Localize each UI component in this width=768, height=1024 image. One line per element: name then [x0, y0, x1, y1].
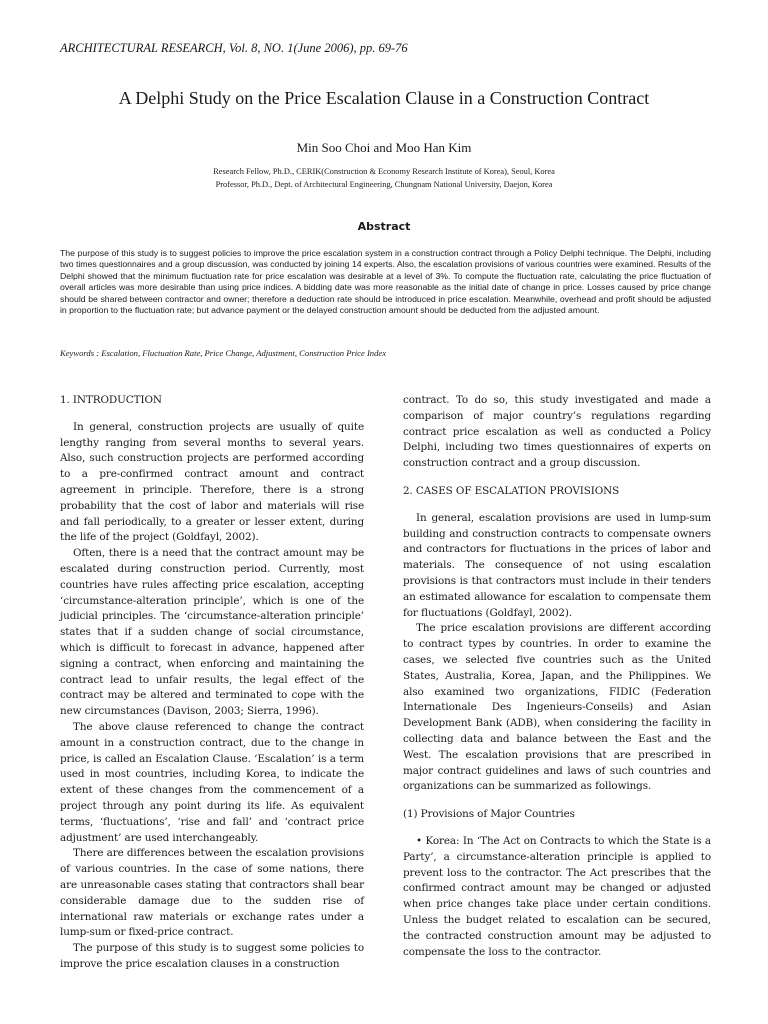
- author-affiliations: [40, 165, 728, 191]
- keywords: Keywords : Escalation, Fluctuation Rate, Price Change, Adjustment, Construction Price Index: [60, 348, 387, 358]
- body-paragraph: The above clause referenced to change the contract amount in a construction contract, due to the change in price, is called an Escalation Clause. ‘Escalation’ is a term used in most countries, including Korea, to indicate the extent of these changes from the commencement of a project through any point during its life. As equivalent terms, ‘fluctuations’, ‘rise and fall’ and ‘contract price adjustment’ are used interchangeably.: [60, 720, 364, 844]
- paper-authors: Min Soo Choi and Moo Han Kim: [296, 140, 472, 155]
- bullet-paragraph-korea: • Korea: In ‘The Act on Contracts to which the State is a Party’, a circumstance-alteration principle is applied to prevent loss to the contractor. The Act prescribes that the confirmed contract amount may be changed or adjusted when price changes take place under certain conditions. Unless the budget related to escalation can be secured, the contracted construction amount may be adjusted to compensate the loss to the contractor.: [403, 834, 711, 958]
- left-column: [60, 393, 364, 973]
- affiliation-2: Professor, Ph.D., Dept. of Architectural Engineering, Chungnam National University, Daejon, Korea: [215, 180, 553, 189]
- body-paragraph: There are differences between the escalation provisions of various countries. In the case of some nations, there are unreasonable cases stating that contractors shall bear considerable damage due to the sudden rise of international raw materials or exchange rates under a lump-sum or fixed-price contract.: [60, 847, 364, 939]
- body-paragraph: Often, there is a need that the contract amount may be escalated during construction period. Currently, most countries have rules affecting price escalation, accepting ‘circumstance-alteration principle’, which is one of the judicial principles. The ‘circumstance-alteration principle’ states that if a sudden change of social circumstance, which is difficult to forecast in advance, happened after signing a contract, when enforcing and maintaining the contract lead to unfair results, the legal effect of the contract may be altered and terminated to cope with the new circumstances (Davison, 2003; Sierra, 1996).: [60, 547, 364, 718]
- section-heading-escalation: 2. CASES OF ESCALATION PROVISIONS: [403, 484, 620, 497]
- journal-citation: ARCHITECTURAL RESEARCH, Vol. 8, NO. 1(June 2006), pp. 69-76: [60, 41, 408, 55]
- subsection-heading-major-countries: (1) Provisions of Major Countries: [403, 808, 575, 821]
- body-paragraph: In general, escalation provisions are used in lump-sum building and construction contracts to compensate owners and contractors for fluctuations in the prices of labor and materials. The consequence of not using escalation provisions is that contractors must include in their tenders an estimated allowance for escalation to compensate them for fluctuations (Goldfayl, 2002).: [403, 511, 711, 619]
- body-paragraph: The price escalation provisions are different according to contract types by countries. In order to examine the cases, we selected five countries such as the United States, Australia, Korea, Japan, and the Philippines. We also examined two organizations, FIDIC (Federation Internationale Des Ingenieurs-Conseils) and Asian Development Bank (ADB), when considering the facility in collecting data and balance between the East and the West. The escalation provisions that are prescribed in major contract guidelines and laws of such countries and organizations can be summarized as followings.: [403, 622, 711, 793]
- abstract-heading: Abstract: [357, 220, 411, 233]
- body-paragraph-continuation: contract. To do so, this study investigated and made a comparison of major country’s regulations regarding contract price escalation as well as conducted a Policy Delphi, including two times questionnaires of experts on construction contract and a group discussion.: [403, 394, 711, 470]
- body-paragraph: In general, construction projects are usually of quite lengthy ranging from several months to several years. Also, such construction projects are performed according to a pre-confirmed contract amount and contract agreement in principle. Therefore, there is a strong probability that the cost of labor and materials will rise and fall periodically, to a greater or lesser extent, during the life of the project (Goldfayl, 2002).: [60, 420, 364, 544]
- body-paragraph: The purpose of this study is to suggest some policies to improve the price escalation clauses in a construction: [60, 942, 364, 970]
- section-heading-introduction: 1. INTRODUCTION: [60, 394, 162, 406]
- paper-title: A Delphi Study on the Price Escalation Clause in a Construction Contract: [118, 88, 650, 108]
- right-column: [403, 393, 711, 960]
- affiliation-1: Research Fellow, Ph.D., CERIK(Construction & Economy Research Institute of Korea), Seoul, Korea: [213, 167, 555, 176]
- abstract-text: The purpose of this study is to suggest policies to improve the price escalation system in a construction contract through a Policy Delphi technique. The Delphi, including two times questionnaires and a group discussion, was conducted by joining 14 experts. Also, the escalation provisions of various countries were examined. Results of the Delphi showed that the minimum fluctuation rate for price escalation was desirable at a level of 3%. To compute the fluctuation rate, calculating the price fluctuation of overall articles was more desirable than using price indices. A bidding date was more reasonable as the initial date of change in price. Losses caused by price change should be shared between contractor and owner; therefore a deduction rate should be introduced in price escalation. Meanwhile, overhead and profit should be adjusted in proportion to the fluctuation rate; but advance payment or the delayed construction amount should be deducted from the adjusted amount.: [60, 248, 711, 316]
